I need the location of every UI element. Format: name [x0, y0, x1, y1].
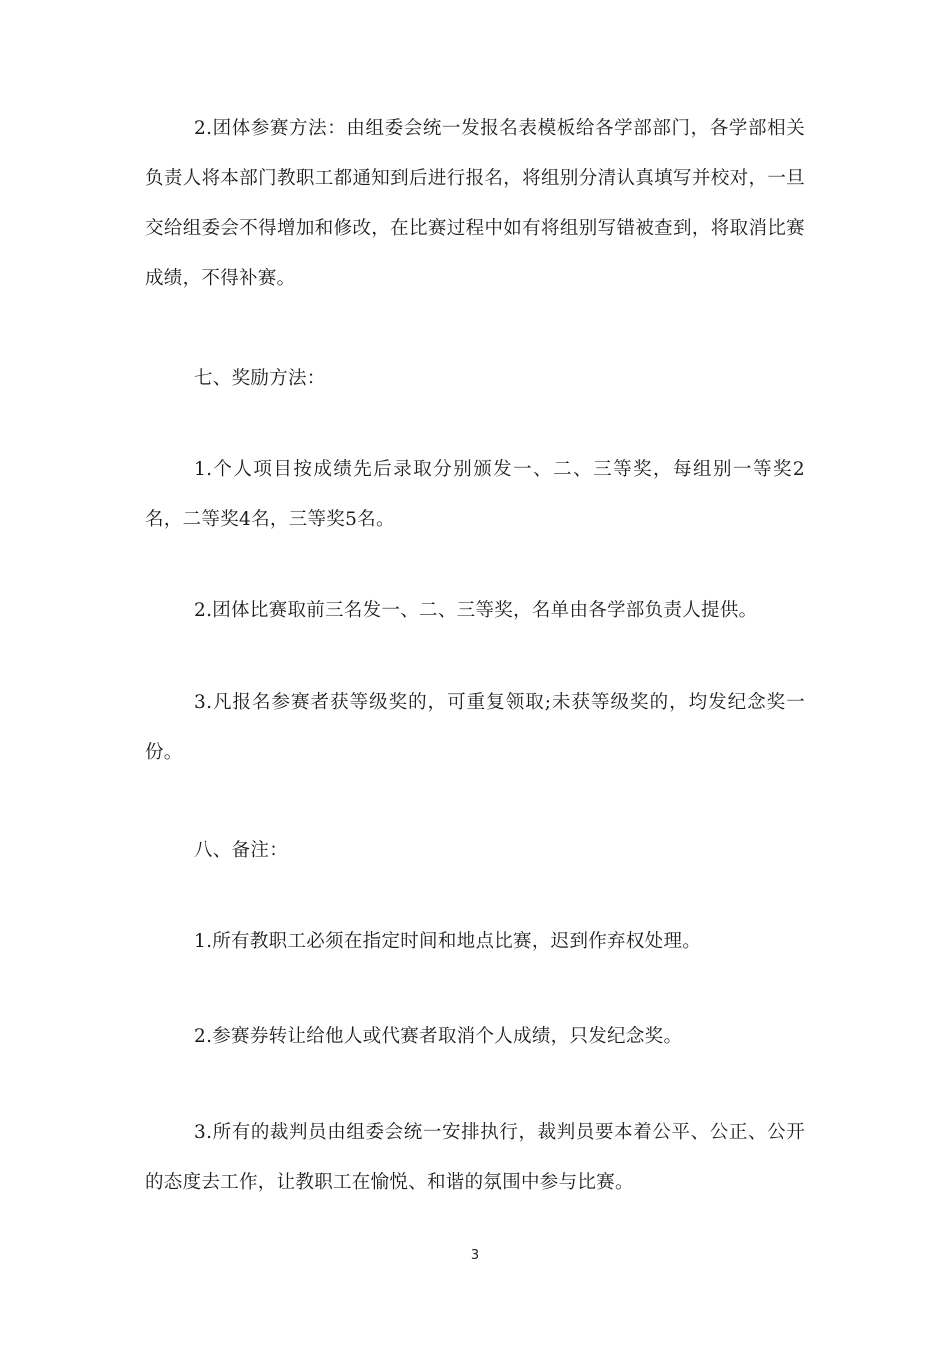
heading-text: 八、备注：	[194, 840, 289, 861]
paragraph-team-awards	[145, 586, 805, 636]
paragraph-note-punctuality	[145, 917, 805, 967]
paragraph-repeat-awards	[145, 678, 805, 778]
heading-text: 七、奖励方法：	[194, 368, 326, 389]
paragraph-team-entry-method	[145, 104, 805, 304]
paragraph-text: 2.团体参赛方法：由组委会统一发报名表模板给各学部部门，各学部相关负责人将本部门教职工都通知到后进行报名，将组别分清认真填写并校对，一旦交给组委会不得增加和修改，在比赛过程中如有将组别写错被查到，将取消比赛成绩，不得补赛。	[145, 118, 805, 289]
paragraph-note-referees	[145, 1108, 805, 1208]
paragraph-text: 2.团体比赛取前三名发一、二、三等奖，名单由各学部负责人提供。	[194, 600, 758, 621]
section-heading-awards	[145, 354, 805, 404]
section-heading-notes	[145, 826, 805, 876]
paragraph-individual-awards	[145, 445, 805, 545]
page-number: 3	[470, 1248, 480, 1263]
paragraph-text: 3.凡报名参赛者获等级奖的，可重复领取;未获等级奖的，均发纪念奖一份。	[145, 692, 805, 763]
paragraph-text: 2.参赛券转让给他人或代赛者取消个人成绩，只发纪念奖。	[194, 1026, 683, 1047]
paragraph-text: 1.个人项目按成绩先后录取分别颁发一、二、三等奖，每组别一等奖2名，二等奖4名，三等奖5名。	[145, 459, 805, 530]
paragraph-text: 1.所有教职工必须在指定时间和地点比赛，迟到作弃权处理。	[194, 931, 702, 952]
paragraph-text: 3.所有的裁判员由组委会统一安排执行，裁判员要本着公平、公正、公开的态度去工作，让教职工在愉悦、和谐的氛围中参与比赛。	[145, 1122, 805, 1193]
paragraph-note-transfer	[145, 1012, 805, 1062]
